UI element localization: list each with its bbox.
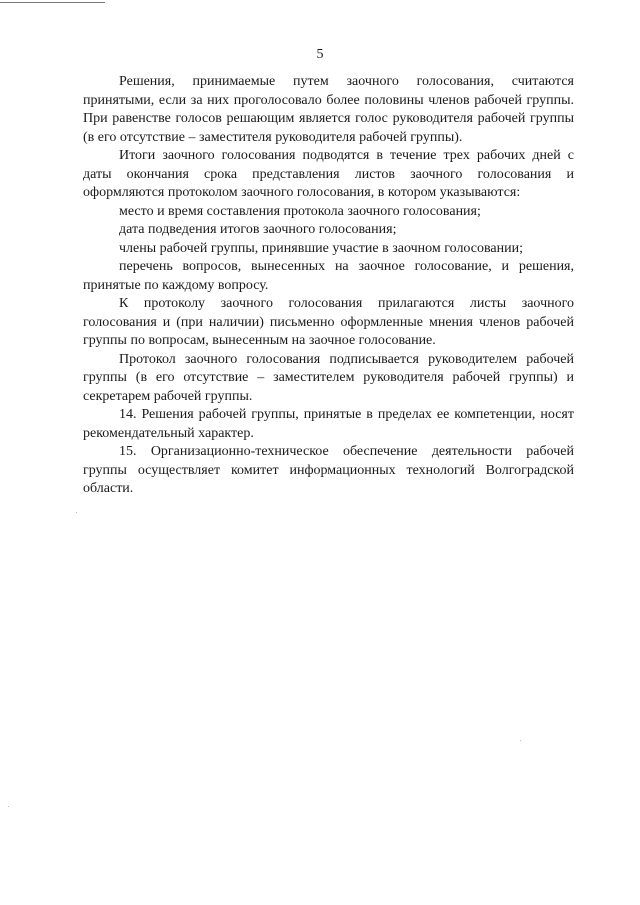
clause-14: 14. Решения рабочей группы, принятые в пределах ее компетенции, носят рекомендательный характер.	[83, 407, 574, 441]
list-item-questions-and-decisions: перечень вопросов, вынесенных на заочное голосование, и решения, принятые по каждому вопросу.	[83, 259, 574, 293]
paragraph-protocol-signing: Протокол заочного голосования подписывается руководителем рабочей группы (в его отсутствие – заместителем руководителя рабочей группы) и секретарем рабочей группы.	[83, 351, 574, 404]
page-number: 5	[316, 47, 324, 62]
scan-speck	[520, 740, 521, 741]
scan-speck	[8, 806, 9, 807]
scan-speck	[76, 512, 77, 513]
top-edge-rule	[0, 2, 105, 3]
document-body	[83, 73, 574, 499]
list-item-place-and-time: место и время составления протокола заочного голосования;	[119, 203, 481, 219]
paragraph-voting-results: Итоги заочного голосования подводятся в течение трех рабочих дней с даты окончания срока представления листов заочного голосования и оформляются протоколом заочного голосования, в котором указываются:	[83, 148, 574, 200]
list-item-participating-members: члены рабочей группы, принявшие участие в заочном голосовании;	[119, 240, 523, 256]
paragraph-protocol-attachments: К протоколу заочного голосования прилагаются листы заочного голосования и (при наличии) письменно оформленные мнения членов рабочей группы по вопросам, вынесенным на заочное голосование.	[83, 296, 574, 348]
paragraph-absentee-voting-decisions: Решения, принимаемые путем заочного голосования, считаются принятыми, если за них проголосовало более половины членов рабочей группы. При равенстве голосов решающим является голос руководителя рабочей группы (в его отсутствие – заместителя руководителя рабочей группы).	[83, 74, 574, 145]
clause-15: 15. Организационно-техническое обеспечение деятельности рабочей группы осуществляет комитет информационных технологий Волгоградской области.	[83, 444, 574, 496]
list-item-summary-date: дата подведения итогов заочного голосования;	[119, 222, 397, 237]
